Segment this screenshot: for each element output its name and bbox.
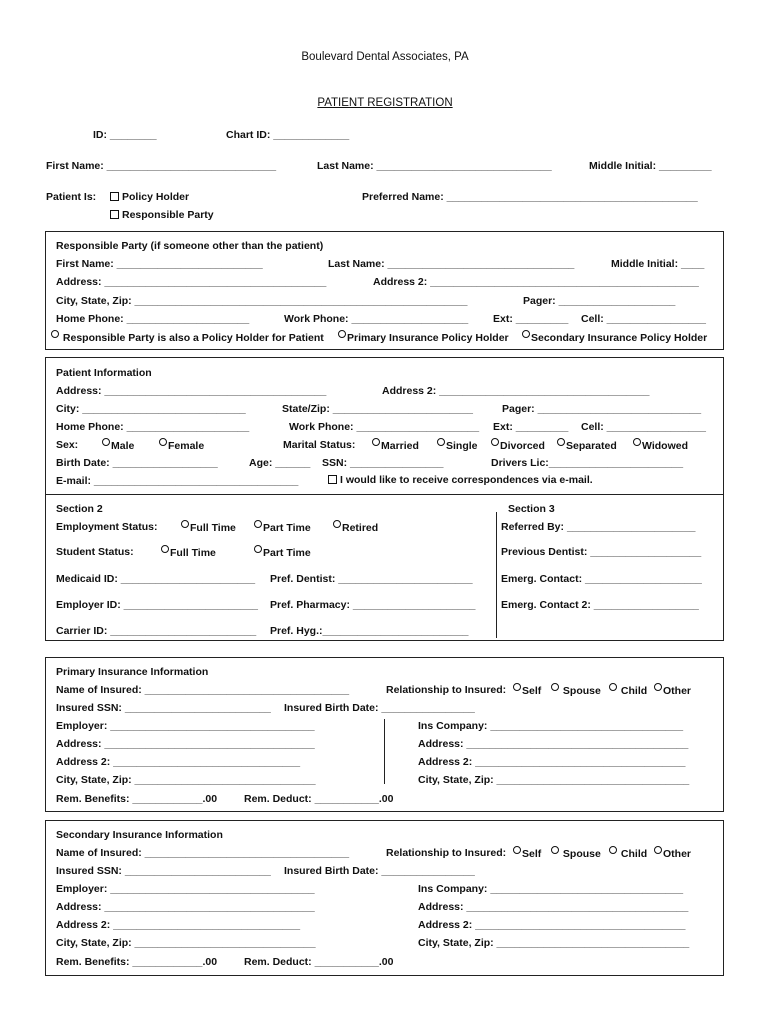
student-part-time-option[interactable] [254, 545, 311, 559]
pref-dentist-field[interactable]: Pref. Dentist: _______________________ [270, 573, 473, 585]
radio-icon[interactable] [557, 438, 565, 446]
option-label: Part Time [263, 547, 311, 559]
radio-icon[interactable] [654, 846, 662, 854]
sex-female-option[interactable] [159, 438, 204, 452]
option-label: Spouse [562, 848, 601, 860]
medicaid-id-field[interactable]: Medicaid ID: _______________________ [56, 573, 256, 585]
radio-icon[interactable] [254, 520, 262, 528]
option-label: Spouse [562, 685, 601, 697]
radio-icon[interactable] [372, 438, 380, 446]
secondary-address2-field[interactable]: Address 2: ________________________________ [56, 919, 301, 931]
primary-city-field[interactable]: City, State, Zip: _______________________________ [56, 774, 316, 786]
secondary-address-field[interactable]: Address: ____________________________________ [56, 901, 315, 913]
policy-holder-option[interactable] [110, 191, 189, 203]
rp-home-phone-field[interactable]: Home Phone: _____________________ [56, 313, 250, 325]
primary-ins-address2-field[interactable]: Address 2: ____________________________________ [418, 756, 686, 768]
radio-icon[interactable] [338, 330, 346, 338]
section3-title: Section 3 [508, 503, 555, 515]
responsible-party-option[interactable] [110, 209, 214, 221]
option-label: Single [446, 440, 478, 452]
pt-state-zip-field[interactable]: State/Zip: ________________________ [282, 403, 473, 415]
secondary-ins-address2-field[interactable]: Address 2: ____________________________________ [418, 919, 686, 931]
option-label: Self [522, 685, 542, 697]
primary-relationship-label: Relationship to Insured: [386, 684, 507, 696]
secondary-insured-birth-field[interactable]: Insured Birth Date: ________________ [284, 865, 475, 877]
radio-icon[interactable] [181, 520, 189, 528]
option-label: Male [111, 440, 135, 452]
radio-icon[interactable] [513, 846, 521, 854]
primary-ins-address-field[interactable]: Address: ______________________________________ [418, 738, 689, 750]
secondary-relationship-label: Relationship to Insured: [386, 847, 507, 859]
section2-title: Section 2 [56, 503, 103, 515]
pt-birth-date-field[interactable]: Birth Date: __________________ [56, 457, 218, 469]
rp-option-label: Responsible Party is also a Policy Holder for Patient [62, 332, 324, 344]
pt-drivers-lic-field[interactable]: Drivers Lic:_______________________ [491, 457, 684, 469]
pt-cell-field[interactable]: Cell: _________________ [581, 421, 706, 433]
pt-work-phone-field[interactable]: Work Phone: _____________________ [289, 421, 480, 433]
primary-self-option[interactable] [513, 683, 541, 697]
pt-pager-field[interactable]: Pager: ____________________________ [502, 403, 702, 415]
option-label: Separated [566, 440, 617, 452]
primary-spouse-option[interactable] [551, 683, 601, 697]
student-status-label: Student Status: [56, 546, 134, 558]
radio-icon[interactable] [551, 846, 559, 854]
marital-status-label: Marital Status: [283, 439, 356, 451]
secondary-name-insured-field[interactable]: Name of Insured: ___________________________________ [56, 847, 350, 859]
rp-option-label: Primary Insurance Policy Holder [347, 332, 509, 344]
practice-name: Boulevard Dental Associates, PA [301, 51, 469, 63]
radio-icon[interactable] [491, 438, 499, 446]
sex-male-option[interactable] [102, 438, 134, 452]
marital-single-option[interactable] [437, 438, 478, 452]
radio-icon[interactable] [51, 330, 59, 338]
employer-id-field[interactable]: Employer ID: _______________________ [56, 599, 258, 611]
secondary-insurance-title: Secondary Insurance Information [56, 829, 223, 841]
option-label: Child [620, 848, 648, 860]
first-name-field[interactable]: First Name: _____________________________ [46, 160, 277, 172]
secondary-ins-city-field[interactable]: City, State, Zip: _________________________________ [418, 937, 690, 949]
primary-name-insured-field[interactable]: Name of Insured: ___________________________________ [56, 684, 350, 696]
primary-address2-field[interactable]: Address 2: ________________________________ [56, 756, 301, 768]
radio-icon[interactable] [102, 438, 110, 446]
radio-icon[interactable] [333, 520, 341, 528]
rp-first-name-field[interactable]: First Name: _________________________ [56, 258, 263, 270]
option-label: Part Time [263, 522, 311, 534]
marital-divorced-option[interactable] [491, 438, 545, 452]
secondary-ins-company-field[interactable]: Ins Company: _________________________________ [418, 883, 684, 895]
secondary-employer-field[interactable]: Employer: ___________________________________ [56, 883, 315, 895]
secondary-insurance-section [45, 820, 724, 976]
pt-home-phone-field[interactable]: Home Phone: _____________________ [56, 421, 250, 433]
marital-married-option[interactable] [372, 438, 419, 452]
pt-address-field[interactable]: Address: ______________________________________ [56, 385, 327, 397]
primary-rem-deduct-field[interactable]: Rem. Deduct: ___________.00 [244, 793, 394, 805]
emerg-contact-field[interactable]: Emerg. Contact: ____________________ [501, 573, 702, 585]
email-consent-label: I would like to receive correspondences via e-mail. [340, 474, 593, 486]
option-label: Widowed [642, 440, 688, 452]
pt-email-field[interactable]: E-mail: ___________________________________ [56, 475, 299, 487]
rp-cell-field[interactable]: Cell: _________________ [581, 313, 706, 325]
secondary-city-field[interactable]: City, State, Zip: _______________________________ [56, 937, 316, 949]
secondary-ins-address-field[interactable]: Address: ______________________________________ [418, 901, 689, 913]
patient-info-title: Patient Information [56, 367, 152, 379]
rp-last-name-field[interactable]: Last Name: ________________________________ [328, 258, 575, 270]
secondary-self-option[interactable] [513, 846, 541, 860]
secondary-rem-deduct-field[interactable]: Rem. Deduct: ___________.00 [244, 956, 394, 968]
pref-hyg-field[interactable]: Pref. Hyg.:_________________________ [270, 625, 469, 637]
patient-is-label: Patient Is: [46, 191, 97, 203]
rp-address-field[interactable]: Address: ______________________________________ [56, 276, 327, 288]
radio-icon[interactable] [551, 683, 559, 691]
section-divider-vertical [496, 512, 497, 638]
previous-dentist-field[interactable]: Previous Dentist: ___________________ [501, 546, 702, 558]
radio-icon[interactable] [609, 683, 617, 691]
option-label: Full Time [190, 522, 236, 534]
primary-insured-birth-field[interactable]: Insured Birth Date: ________________ [284, 702, 475, 714]
employment-part-time-option[interactable] [254, 520, 311, 534]
rp-option-policy-holder[interactable] [51, 330, 324, 344]
rp-option-label: Secondary Insurance Policy Holder [531, 332, 708, 344]
radio-icon[interactable] [254, 545, 262, 553]
primary-insurance-title: Primary Insurance Information [56, 666, 209, 678]
pt-ssn-field[interactable]: SSN: ________________ [322, 457, 444, 469]
last-name-field[interactable]: Last Name: ______________________________ [317, 160, 552, 172]
primary-divider-vertical [384, 719, 385, 784]
section-divider [45, 494, 724, 495]
responsible-party-label: Responsible Party [122, 209, 214, 221]
option-label: Other [663, 848, 692, 860]
id-field[interactable]: ID: ________ [93, 129, 157, 141]
emerg-contact2-field[interactable]: Emerg. Contact 2: __________________ [501, 599, 699, 611]
student-full-time-option[interactable] [161, 545, 216, 559]
rp-pager-field[interactable]: Pager: ____________________ [523, 295, 676, 307]
pref-pharmacy-field[interactable]: Pref. Pharmacy: _____________________ [270, 599, 476, 611]
radio-icon[interactable] [609, 846, 617, 854]
option-label: Full Time [170, 547, 216, 559]
rp-work-phone-field[interactable]: Work Phone: ____________________ [284, 313, 469, 325]
option-label: Retired [342, 522, 379, 534]
radio-icon[interactable] [633, 438, 641, 446]
pt-city-field[interactable]: City: ____________________________ [56, 403, 246, 415]
form-title: PATIENT REGISTRATION [317, 97, 453, 109]
checkbox-icon[interactable] [110, 192, 119, 201]
radio-icon[interactable] [654, 683, 662, 691]
referred-by-field[interactable]: Referred By: ______________________ [501, 521, 696, 533]
secondary-child-option[interactable] [609, 846, 647, 860]
secondary-spouse-option[interactable] [551, 846, 601, 860]
preferred-name-field[interactable]: Preferred Name: ___________________________________________ [362, 191, 698, 203]
rp-address2-field[interactable]: Address 2: ______________________________________________ [373, 276, 699, 288]
marital-separated-option[interactable] [557, 438, 617, 452]
rp-ext-field[interactable]: Ext: _________ [493, 313, 569, 325]
pt-address2-field[interactable]: Address 2: ____________________________________ [382, 385, 650, 397]
rp-option-primary[interactable] [338, 330, 509, 344]
option-label: Other [663, 685, 692, 697]
radio-icon[interactable] [437, 438, 445, 446]
primary-employer-field[interactable]: Employer: ___________________________________ [56, 720, 315, 732]
secondary-other-option[interactable] [654, 846, 691, 860]
primary-insured-ssn-field[interactable]: Insured SSN: _________________________ [56, 702, 271, 714]
employment-status-label: Employment Status: [56, 521, 158, 533]
primary-other-option[interactable] [654, 683, 691, 697]
responsible-party-title: Responsible Party (if someone other than the patient) [56, 240, 324, 252]
secondary-rem-benefits-field[interactable]: Rem. Benefits: ____________.00 [56, 956, 218, 968]
option-label: Married [381, 440, 419, 452]
option-label: Female [168, 440, 205, 452]
marital-widowed-option[interactable] [633, 438, 688, 452]
radio-icon[interactable] [513, 683, 521, 691]
rp-city-state-zip-field[interactable]: City, State, Zip: _________________________________________________________ [56, 295, 468, 307]
rp-option-secondary[interactable] [522, 330, 707, 344]
employment-full-time-option[interactable] [181, 520, 236, 534]
pt-age-field[interactable]: Age: ______ [249, 457, 311, 469]
primary-ins-city-field[interactable]: City, State, Zip: _________________________________ [418, 774, 690, 786]
radio-icon[interactable] [161, 545, 169, 553]
policy-holder-label: Policy Holder [122, 191, 190, 203]
primary-address-field[interactable]: Address: ____________________________________ [56, 738, 315, 750]
option-label: Divorced [500, 440, 545, 452]
checkbox-icon[interactable] [328, 475, 337, 484]
primary-ins-company-field[interactable]: Ins Company: _________________________________ [418, 720, 684, 732]
employment-retired-option[interactable] [333, 520, 378, 534]
checkbox-icon[interactable] [110, 210, 119, 219]
option-label: Child [620, 685, 648, 697]
email-consent-option[interactable] [328, 474, 593, 486]
option-label: Self [522, 848, 542, 860]
middle-initial-field[interactable]: Middle Initial: _________ [589, 160, 712, 172]
radio-icon[interactable] [159, 438, 167, 446]
pt-ext-field[interactable]: Ext: _________ [493, 421, 569, 433]
primary-rem-benefits-field[interactable]: Rem. Benefits: ____________.00 [56, 793, 218, 805]
carrier-id-field[interactable]: Carrier ID: _________________________ [56, 625, 257, 637]
chart-id-field[interactable]: Chart ID: _____________ [226, 129, 350, 141]
rp-middle-initial-field[interactable]: Middle Initial: ____ [611, 258, 705, 270]
radio-icon[interactable] [522, 330, 530, 338]
pt-sex-label: Sex: [56, 439, 79, 451]
primary-child-option[interactable] [609, 683, 647, 697]
secondary-insured-ssn-field[interactable]: Insured SSN: _________________________ [56, 865, 271, 877]
